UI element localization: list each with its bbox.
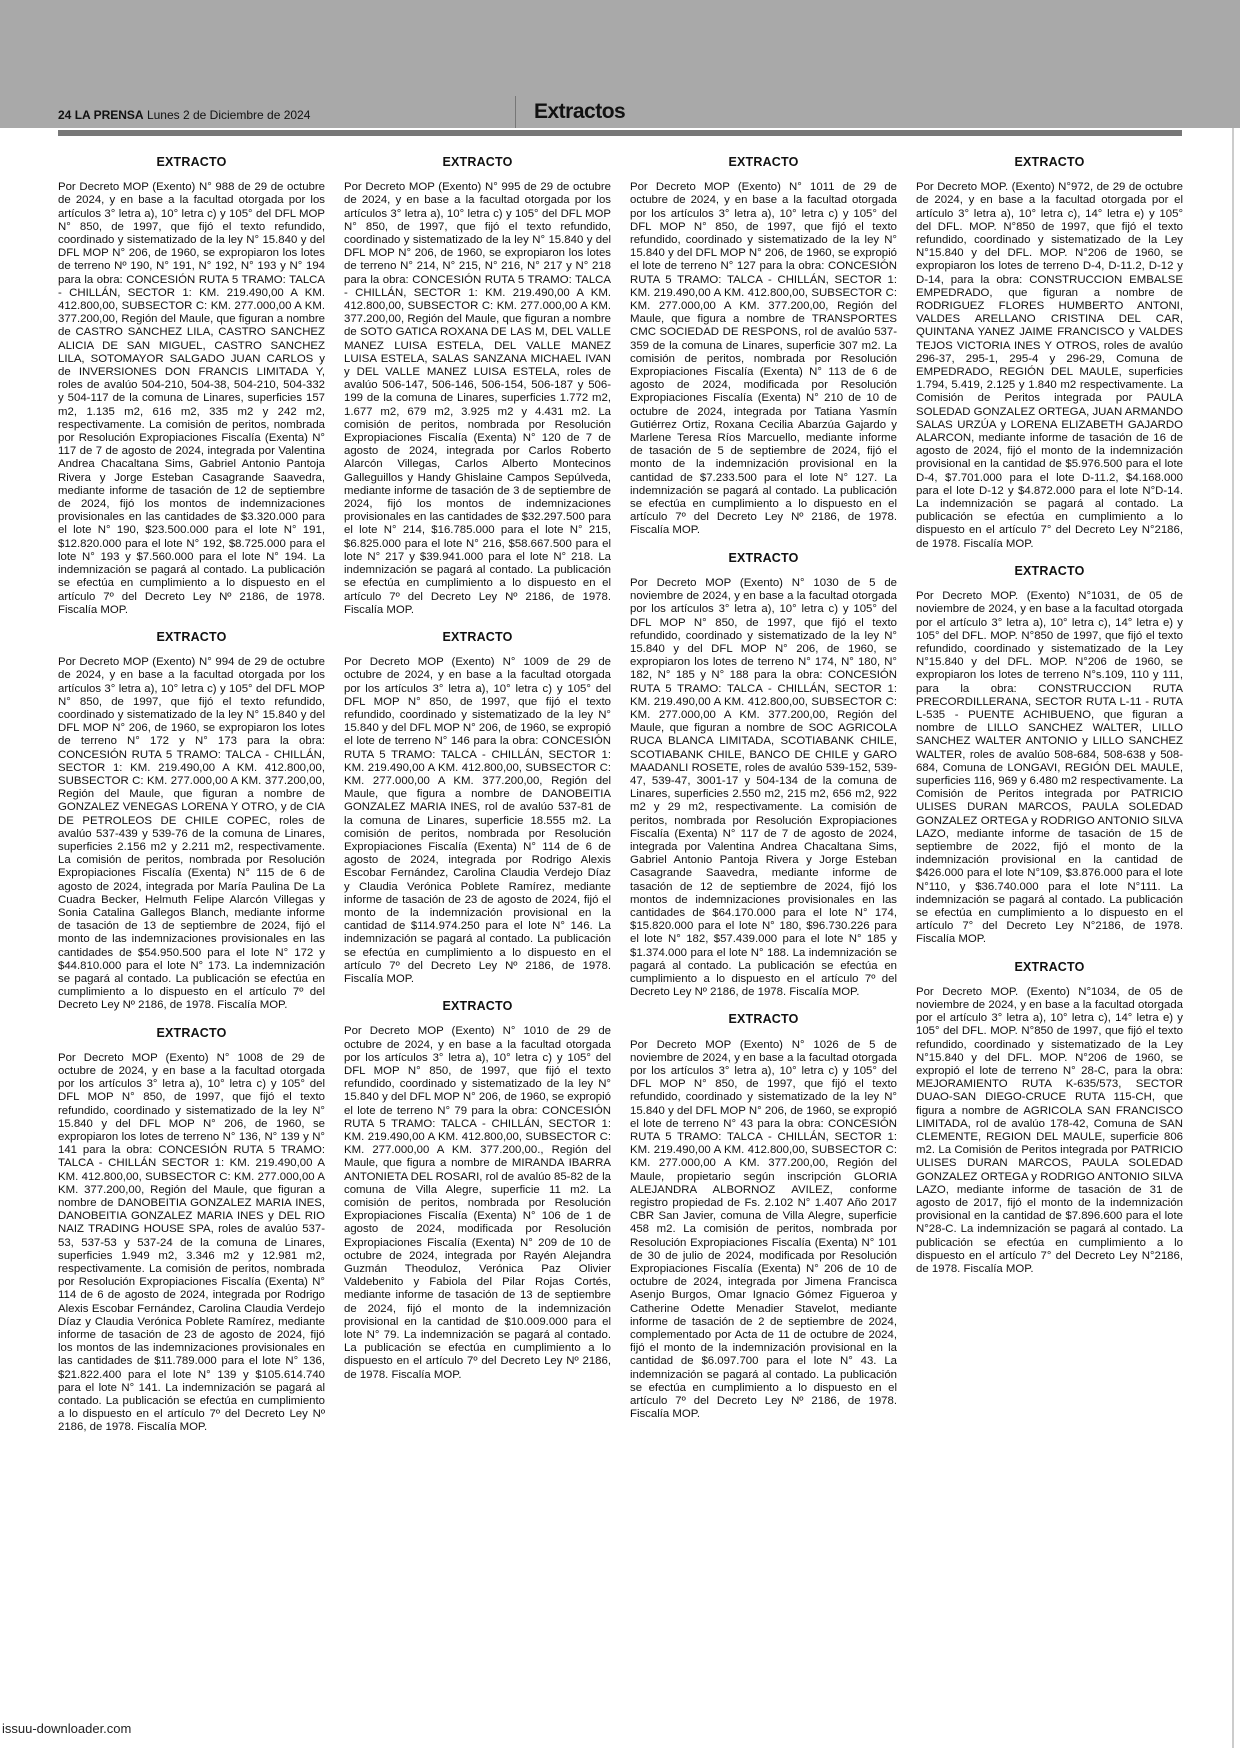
publication-name: LA PRENSA (74, 108, 144, 122)
page-header (0, 100, 1240, 128)
notice-title: EXTRACTO (728, 155, 799, 169)
notice-body: Por Decreto MOP (Exento) N° 1030 de 5 de noviembre de 2024, y en base a la facultad otorgada por los artículos 3° letra a), 10° letra c) y 105° del DFL MOP N° 850, de 1997, que fijó el texto refundido, coordinado y sistematizado de la ley N° 15.840 y del DFL MOP N° 206, de 1960, se expropiaron los lotes de terreno N° 174, N° 180, N° 182, N° 185 y N° 188 para la obra: CONCESIÓN RUTA 5 TRAMO: TALCA - CHILLÁN, SECTOR 1: KM. 219.490,00 A KM. 412.800,00, SUBSECTOR C: KM. 277.000,00 A KM. 377.200,00, Región del Maule, que figuran a nombre de SOC AGRICOLA RUCA BLANCA LIMITADA, SCOTIABANK CHILE, SCOTIABANK CHILE, BANCO DE CHILE y GARO MAADANLI ROSETE, roles de avalúo 539-152, 539-47, 539-47, 3001-17 y 504-134 de la comuna de Linares, superficies 2.550 m2, 215 m2, 656 m2, 922 m2 y 29 m2, respectivamente. La comisión de peritos, nombrada por Resolución Expropiaciones Fiscalía (Exenta) N° 117 de 7 de agosto de 2024, integrada por Valentina Andrea Chacaltana Sims, Gabriel Antonio Pantoja Rivera y Jorge Esteban Casagrande Saavedra, mediante informe de tasación de 12 de septiembre de 2024, fijó los montos de indemnizaciones provisionales en las cantidades de $64.170.000 para el lote N° 174, $15.820.000 para el lote N° 180, $96.730.226 para el lote N° 182, $57.439.000 para el lote N° 185 y $1.374.000 para el lote N° 188. La indemnización se pagará al contado. La publicación se efectúa en cumplimiento a lo dispuesto en el artículo 7º del Decreto Ley Nº 2186, de 1978. Fiscalía MOP. (630, 576, 897, 999)
notice-title: EXTRACTO (442, 155, 513, 169)
notice-body: Por Decreto MOP (Exento) N° 1010 de 29 de octubre de 2024, y en base a la facultad otorgada por los artículos 3° letra a), 10° letra c) y 105° del DFL MOP N° 850, de 1997, que fijó el texto refundido, coordinado y sistematizado de la ley N° 15.840 y del DFL MOP N° 206, de 1960, se expropió el lote de terreno N° 79 para la obra: CONCESIÓN RUTA 5 TRAMO: TALCA - CHILLÁN, SECTOR 1: KM. 219.490,00 A KM. 412.800,00, SUBSECTOR C: KM. 277.000,00 A KM. 377.200,00., Región del Maule, que figura a nombre de MIRANDA IBARRA ANTONIETA DEL ROSARI, rol de avalúo 85-82 de la comuna de Villa Alegre, superficie 11 m2. La comisión de peritos, nombrada por Resolución Expropiaciones Fiscalía (Exenta) N° 106 de 1 de agosto de 2024, modificada por Resolución Expropiaciones Fiscalía (Exenta) N° 209 de 10 de octubre de 2024, integrada por Rayén Alejandra Guzmán Theoduloz, Verónica Paz Olivier Valdebenito y Fabiola del Pilar Rojas Cortés, mediante informe de tasación de 13 de septiembre de 2024, fijó el monto de la indemnización provisional en la cantidad de $10.009.000 para el lote N° 79. La indemnización se pagará al contado. La publicación se efectúa en cumplimiento a lo dispuesto en el artículo 7º del Decreto Ley Nº 2186, de 1978. Fiscalía MOP. (344, 1025, 611, 1381)
notice-body: Por Decreto MOP. (Exento) N°972, de 29 de octubre de 2024, y en base a la facultad otorgada por el artículo 3° letra a), 10° letra c), 14° letra e) y 105° del DFL. MOP. N°850 de 1997, que fijó el texto refundido, coordinado y sistematizado de la Ley N°15.840 y del DFL. MOP. N°206 de 1960, se expropiaron los lotes de terreno D-4, D-11.2, D-12 y D-14, para la obra: CONSTRUCCION EMBALSE EMPEDRADO, que figuran a nombre de RODRIGUEZ FLORES HUMBERTO ANTONI, VALDES ARELLANO CRISTINA DEL CAR, QUINTANA YANEZ JAIME FRANCISCO y VALDES TEJOS VICTORIA INES Y OTROS, roles de avalúo 296-37, 295-1, 295-4 y 296-29, Comuna de EMPEDRADO, REGIÓN DEL MAULE, superficies 1.794, 5.419, 2.125 y 1.840 m2 respectivamente. La Comisión de Peritos integrada por PAULA SOLEDAD GONZALEZ ORTEGA, JUAN ARMANDO SALAS URZÚA y LORENA ELIZABETH GAJARDO ALARCON, mediante informe de tasación de 16 de agosto de 2024, fijó el monto de la indemnización provisional en la cantidad de $5.976.500 para el lote D-4, $7.701.000 para el lote D-11.2, $4.168.000 para el lote D-12 y $4.872.000 para el lote N°D-14. La indemnización se pagará al contado. La publicación se efectúa en cumplimiento a lo dispuesto en el artículo 7° del Decreto Ley N°2186, de 1978. Fiscalía MOP. (916, 181, 1183, 550)
header-rule (58, 130, 1182, 136)
section-title: Extractos (534, 100, 626, 123)
watermark-text: issuu-downloader.com (2, 1721, 132, 1736)
notice-title: EXTRACTO (156, 1025, 227, 1040)
column-2 (344, 150, 611, 1396)
notice-body: Por Decreto MOP (Exento) N° 988 de 29 de octubre de 2024, y en base a la facultad otorgada por los artículos 3° letra a), 10° letra c) y 105° del DFL MOP N° 850, de 1997, que fijó el texto refundido, coordinado y sistematizado de la ley N° 15.840 y del DFL MOP N° 206, de 1960, se expropiaron los lotes de terreno Nº 190, N° 191, N° 192, N° 193 y N° 194 para la obra: CONCESIÓN RUTA 5 TRAMO: TALCA - CHILLÁN, SECTOR 1: KM. 219.490,00 A KM. 412.800,00, SUBSECTOR C: KM. 277.000,00 A KM. 377.200,00, Región del Maule, que figuran a nombre de CASTRO SANCHEZ LILA, CASTRO SANCHEZ ALICIA DE SAN MIGUEL, CASTRO SANCHEZ LILA, SOTOMAYOR SALGADO JUAN CARLOS y de INVERSIONES DON FRANCIS LIMITADA Y, roles de avalúo 504-210, 504-38, 504-210, 504-332 y 504-117 de la comuna de Linares, superficies 157 m2, 1.135 m2, 616 m2, 335 m2 y 242 m2, respectivamente. La comisión de peritos, nombrada por Resolución Expropiaciones Fiscalía (Exenta) N° 117 de 7 de agosto de 2024, integrada por Valentina Andrea Chacaltana Sims, Gabriel Antonio Pantoja Rivera y Jorge Esteban Casagrande Saavedra, mediante informe de tasación de 12 de septiembre de 2024, fijó los montos de indemnizaciones provisionales en las cantidades de $3.320.000 para el lote N° 190, $23.500.000 para el lote N° 191, $12.820.000 para el lote N° 192, $8.725.000 para el lote N° 193 y $7.560.000 para el lote N° 194. La indemnización se pagará al contado. La publicación se efectúa en cumplimiento a lo dispuesto en el artículo 7º del Decreto Ley Nº 2186, de 1978. Fiscalía MOP. (58, 181, 325, 616)
column-4 (916, 150, 1183, 1290)
notice-title: EXTRACTO (728, 1012, 799, 1027)
notice-title: EXTRACTO (1014, 155, 1085, 169)
notice-body: Por Decreto MOP (Exento) N° 1011 de 29 de octubre de 2024, y en base a la facultad otorgada por los artículos 3° letra a), 10° letra c) y 105° del DFL MOP N° 850, de 1997, que fijó el texto refundido, coordinado y sistematizado de la ley N° 15.840 y del DFL MOP N° 206, de 1960, se expropió el lote de terreno N° 127 para la obra: CONCESIÓN RUTA 5 TRAMO: TALCA - CHILLÁN, SECTOR 1: KM. 219.490,00 A KM. 412.800,00, SUBSECTOR C: KM. 277.000,00 A KM. 377.200,00, Región del Maule, que figura a nombre de TRANSPORTES CMC SOCIEDAD DE RESPONS, rol de avalúo 537-359 de la comuna de Linares, superficie 307 m2. La comisión de peritos, nombrada por Resolución Expropiaciones Fiscalía (Exenta) N° 113 de 6 de agosto de 2024, modificada por Resolución Expropiaciones Fiscalía (Exenta) N° 210 de 10 de octubre de 2024, integrada por Tatiana Yasmín Gutiérrez Ortiz, Roxana Cecilia Abarzúa Gajardo y Marlene Teresa Ríos Marcuello, mediante informe de tasación de 5 de septiembre de 2024, fijó el monto de la indemnización provisional en la cantidad de $7.233.500 para el lote N° 127. La indemnización se pagará al contado. La publicación se efectúa en cumplimiento a lo dispuesto en el artículo 7º del Decreto Ley Nº 2186, de 1978. Fiscalía MOP. (630, 181, 897, 537)
notice-title: EXTRACTO (1014, 959, 1085, 974)
page-number: 24 (58, 108, 72, 122)
notice-body: Por Decreto MOP. (Exento) N°1034, de 05 de noviembre de 2024, y en base a la facultad otorgada por el artículo 3° letra a), 10° letra c), 14° letra e) y 105° del DFL. MOP. N°850 de 1997, que fijó el texto refundido, coordinado y sistematizado de la Ley N°15.840 y del DFL. MOP. N°206 de 1960, se expropió el lote de terreno N° 28-C, para la obra: MEJORAMIENTO RUTA K-635/573, SECTOR DUAO-SAN DIEGO-CRUCE RUTA 115-CH, que figura a nombre de AGRICOLA SAN FRANCISCO LIMITADA, rol de avalúo 178-42, Comuna de SAN CLEMENTE, REGION DEL MAULE, superficie 806 m2. La Comisión de Peritos integrada por PATRICIO ULISES DURAN MARCOS, PAULA SOLEDAD GONZALEZ ORTEGA y RODRIGO ANTONIO SILVA LAZO, mediante informe de tasación de 31 de agosto de 2017, fijó el monto de la indemnización provisional en la cantidad de $7.896.600 para el lote N°28-C. La indemnización se pagará al contado. La publicación se efectúa en cumplimiento a lo dispuesto en el artículo 7° del Decreto Ley N°2186, de 1978. Fiscalía MOP. (916, 985, 1183, 1276)
notice-title: EXTRACTO (1014, 563, 1085, 578)
notice-body: Por Decreto MOP (Exento) N° 1026 de 5 de noviembre de 2024, y en base a la facultad otorgada por los artículos 3° letra a), 10° letra c) y 105° del DFL MOP N° 850, de 1997, que fijó el texto refundido, coordinado y sistematizado de la ley N° 15.840 y del DFL MOP N° 206, de 1960, se expropió el lote de terreno N° 43 para la obra: CONCESIÓN RUTA 5 TRAMO: TALCA - CHILLÁN, SECTOR 1: KM. 219.490,00 A KM. 412.800,00, SUBSECTOR C: KM. 277.000,00 A KM. 377.200,00, Región del Maule, propietario según inscripción GLORIA ALEJANDRA ALBORNOZ AVILEZ, conforme registro propiedad de Fs. 2.102 N° 1.407 Año 2017 CBR San Javier, comuna de Villa Alegre, superficie 458 m2. La comisión de peritos, nombrada por Resolución Expropiaciones Fiscalía (Exenta) N° 101 de 30 de julio de 2024, modificada por Resolución Expropiaciones Fiscalía (Exenta) N° 206 de 10 de octubre de 2024, integrada por Jimena Francisca Asenjo Burgos, Omar Ignacio Gómez Figueroa y Catherine Odette Menadier Stavelot, mediante informe de tasación de 2 de septiembre de 2024, complementado por Acta de 11 de octubre de 2024, fijó el monto de la indemnización provisional en la cantidad de $6.097.700 para el lote N° 43. La indemnización se pagará al contado. La publicación se efectúa en cumplimiento a lo dispuesto en el artículo 7º del Decreto Ley Nº 2186, de 1978. Fiscalía MOP. (630, 1038, 897, 1421)
notice-body: Por Decreto MOP (Exento) N° 995 de 29 de octubre de 2024, y en base a la facultad otorgada por los artículos 3° letra a), 10° letra c) y 105° del DFL MOP N° 850, de 1997, que fijó el texto refundido, coordinado y sistematizado de la ley N° 15.840 y del DFL MOP N° 206, de 1960, se expropiaron los lotes de terreno N° 214, N° 215, N° 216, N° 217 y N° 218 para la obra: CONCESIÓN RUTA 5 TRAMO: TALCA - CHILLÁN, SECTOR 1: KM. 219.490,00 A KM. 412.800,00, SUBSECTOR C: KM. 277.000,00 A KM. 377.200,00, Región del Maule, que figuran a nombre de SOTO GATICA ROXANA DE LAS M, DEL VALLE MANEZ LUISA ESTELA, DEL VALLE MANEZ LUISA ESTELA, SALAS SANZANA MICHAEL IVAN y DEL VALLE MANEZ LUISA ESTELA, roles de avalúo 506-147, 506-146, 506-154, 506-187 y 506-199 de la comuna de Linares, superficies 1.772 m2, 1.677 m2, 679 m2, 3.925 m2 y 4.431 m2. La comisión de peritos, nombrada por Resolución Expropiaciones Fiscalía (Exenta) N° 120 de 7 de agosto de 2024, integrada por Carlos Roberto Alarcón Villegas, Carlos Alberto Montecinos Galleguillos y Handy Ghislaine Campos Sepúlveda, mediante informe de tasación de 3 de septiembre de 2024, fijó los montos de indemnizaciones provisionales en las cantidades de $32.297.500 para el lote N° 214, $16.785.000 para el lote N° 215, $6.825.000 para el lote N° 216, $58.667.500 para el lote N° 217 y $39.941.000 para el lote N° 218. La indemnización se pagará al contado. La publicación se efectúa en cumplimiento a lo dispuesto en el artículo 7º del Decreto Ley Nº 2186, de 1978. Fiscalía MOP. (344, 181, 611, 616)
notice-title: EXTRACTO (442, 629, 513, 644)
publication-date: Lunes 2 de Diciembre de 2024 (146, 108, 311, 122)
header-divider (515, 96, 516, 128)
notice-title: EXTRACTO (442, 999, 513, 1014)
notice-body: Por Decreto MOP (Exento) N° 994 de 29 de octubre de 2024, y en base a la facultad otorgada por los artículos 3° letra a), 10° letra c) y 105° del DFL MOP N° 850, de 1997, que fijó el texto refundido, coordinado y sistematizado de la ley N° 15.840 y del DFL MOP N° 206, de 1960, se expropiaron los lotes de terreno N° 172 y N° 173 para la obra: CONCESIÓN RUTA 5 TRAMO: TALCA - CHILLÁN, SECTOR 1: KM. 219.490,00 A KM. 412.800,00, SUBSECTOR C: KM. 277.000,00 A KM. 377.200,00, Región del Maule, que figuran a nombre de GONZALEZ VENEGAS LORENA Y OTRO, y de CIA DE PETROLEOS DE CHILE COPEC, roles de avalúo 537-439 y 539-76 de la comuna de Linares, superficies 2.156 m2 y 2.211 m2, respectivamente. La comisión de peritos, nombrada por Resolución Expropiaciones Fiscalía (Exenta) N° 115 de 6 de agosto de 2024, integrada por María Paulina De La Cuadra Becker, Helmuth Felipe Alarcón Villegas y Sonia Catalina Gallegos Blanch, mediante informe de tasación de 13 de septiembre de 2024, fijó el monto de las indemnizaciones provisionales en las cantidades de $54.950.500 para el lote N° 172 y $44.810.000 para el lote N° 173. La indemnización se pagará al contado. La publicación se efectúa en cumplimiento a lo dispuesto en el artículo 7º del Decreto Ley Nº 2186, de 1978. Fiscalía MOP. (58, 656, 325, 1012)
notice-body: Por Decreto MOP (Exento) N° 1009 de 29 de octubre de 2024, y en base a la facultad otorgada por los artículos 3° letra a), 10° letra c) y 105° del DFL MOP N° 850, de 1997, que fijó el texto refundido, coordinado y sistematizado de la ley N° 15.840 y del DFL MOP N° 206, de 1960, se expropió el lote de terreno N° 146 para la obra: CONCESIÓN RUTA 5 TRAMO: TALCA - CHILLÁN, SECTOR 1: KM. 219.490,00 A KM. 412.800,00, SUBSECTOR C: KM. 277.000,00 A KM. 377.200,00, Región del Maule, que figura a nombre de DANOBEITIA GONZALEZ MARIA INES, rol de avalúo 537-81 de la comuna de Linares, superficie 18.555 m2. La comisión de peritos, nombrada por Resolución Expropiaciones Fiscalía (Exenta) N° 114 de 6 de agosto de 2024, integrada por Rodrigo Alexis Escobar Fernández, Carolina Claudia Verdejo Díaz y Claudia Verónica Poblete Ramírez, mediante informe de tasación de 23 de agosto de 2024, fijó el monto de la indemnización provisional en la cantidad de $114.974.250 para el lote N° 146. La indemnización se pagará al contado. La publicación se efectúa en cumplimiento a lo dispuesto en el artículo 7º del Decreto Ley Nº 2186, de 1978. Fiscalía MOP. (344, 656, 611, 985)
folio (58, 108, 310, 122)
notice-body: Por Decreto MOP (Exento) N° 1008 de 29 de octubre de 2024, y en base a la facultad otorgada por los artículos 3° letra a), 10° letra c) y 105° del DFL MOP N° 850, de 1997, que fijó el texto refundido, coordinado y sistematizado de la ley N° 15.840 y del DFL MOP N° 206, de 1960, se expropiaron los lotes de terreno N° 136, N° 139 y N° 141 para la obra: CONCESIÓN RUTA 5 TRAMO: TALCA - CHILLÁN SECTOR 1: KM. 219.490,00 A KM. 412.800,00, SUBSECTOR C: KM. 277.000,00 A KM. 377.200,00, Región del Maule, que figuran a nombre de DANOBEITIA GONZALEZ MARIA INES, DANOBEITIA GONZALEZ MARIA INES y DEL RIO NAIZ TRADING HOUSE SPA, roles de avalúo 537-53, 537-53 y 537-24 de la comuna de Linares, superficies 1.949 m2, 3.346 m2 y 12.981 m2, respectivamente. La comisión de peritos, nombrada por Resolución Expropiaciones Fiscalía (Exenta) N° 114 de 6 de agosto de 2024, integrada por Rodrigo Alexis Escobar Fernández, Carolina Claudia Verdejo Díaz y Claudia Verónica Poblete Ramírez, mediante informe de tasación de 23 de agosto de 2024, fijó los montos de las indemnizaciones provisionales en las cantidades de $11.789.000 para el lote N° 136, $21.822.400 para el lote N° 139 y $105.614.740 para el lote N° 141. La indemnización se pagará al contado. La publicación se efectúa en cumplimiento a lo dispuesto en el artículo 7º del Decreto Ley Nº 2186, de 1978. Fiscalía MOP. (58, 1051, 325, 1434)
column-1 (58, 150, 325, 1449)
notice-title: EXTRACTO (728, 550, 799, 565)
notice-title: EXTRACTO (156, 629, 227, 644)
column-3 (630, 150, 897, 1435)
notice-title: EXTRACTO (156, 155, 227, 169)
notice-body: Por Decreto MOP. (Exento) N°1031, de 05 de noviembre de 2024, y en base a la facultad otorgada por el artículo 3° letra a), 10° letra c), 14° letra e) y 105° del DFL. MOP. N°850 de 1997, que fijó el texto refundido, coordinado y sistematizado de la Ley N°15.840 y del DFL. MOP. N°206 de 1960, se expropiaron los lotes de terreno N°s.109, 110 y 111, para la obra: CONSTRUCCION RUTA PRECORDILLERANA, SECTOR RUTA L-11 - RUTA L-535 - PUENTE ACHIBUENO, que figuran a nombre de LILLO SANCHEZ WALTER, LILLO SANCHEZ WALTER ANTONIO y LILLO SANCHEZ WALTER, roles de avalúo 508-684, 508-638 y 508-684, Comuna de LONGAVI, REGIÓN DEL MAULE, superficies 116, 969 y 6.480 m2 respectivamente. La Comisión de Peritos integrada por PATRICIO ULISES DURAN MARCOS, PAULA SOLEDAD GONZALEZ ORTEGA y RODRIGO ANTONIO SILVA LAZO, mediante informe de tasación de 15 de septiembre de 2022, fijó el monto de la indemnización provisional en la cantidad de $426.000 para el lote N°109, $3.876.000 para el lote N°110, y $36.740.000 para el lote N°111. La indemnización se pagará al contado. La publicación se efectúa en cumplimiento a lo dispuesto en el artículo 7° del Decreto Ley N°2186, de 1978. Fiscalía MOP. (916, 590, 1183, 946)
